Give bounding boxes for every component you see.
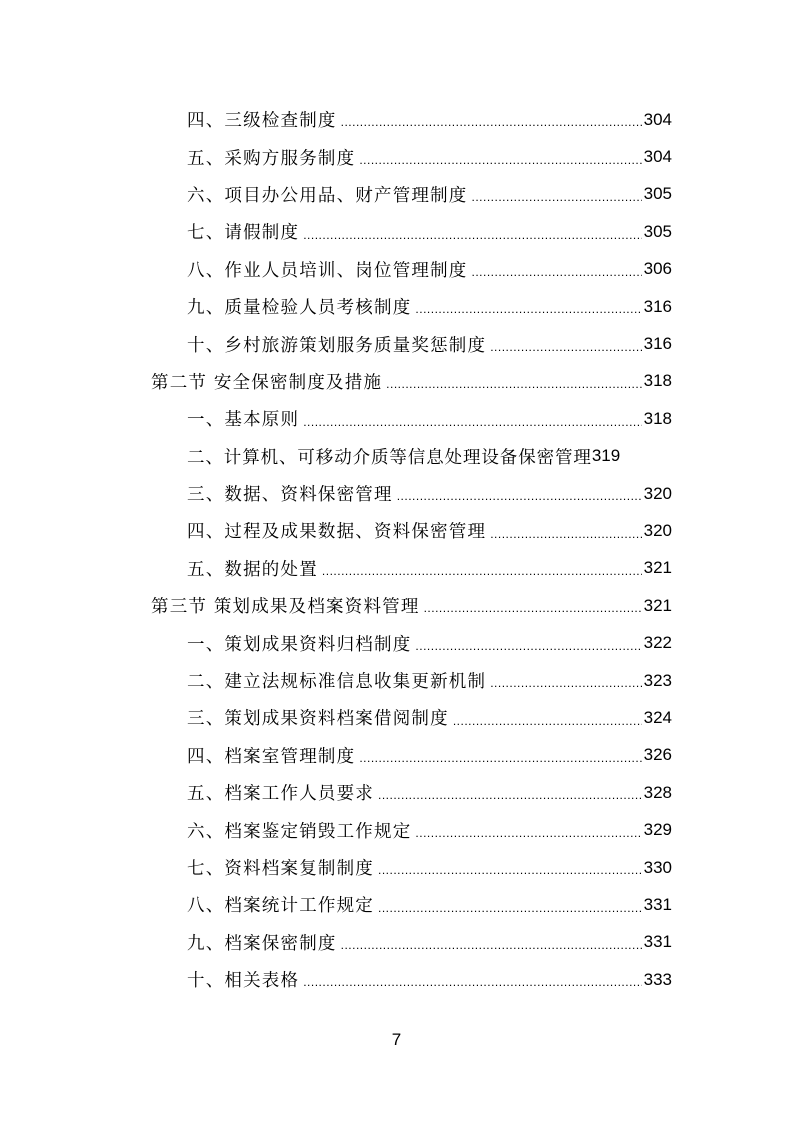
toc-entry-page: 321 [643,595,672,615]
toc-entry-page: 305 [643,184,672,204]
toc-entry[interactable] [0,438,793,475]
toc-entry[interactable] [0,288,793,325]
toc-dot-leader [378,788,642,811]
toc-entry-page: 316 [643,296,672,316]
toc-dot-leader [490,340,641,363]
toc-entry-page: 318 [643,371,672,391]
toc-entry-title: 十、乡村旅游策划服务质量奖惩制度 [187,335,487,356]
toc-entry-page: 329 [643,820,672,840]
toc-entry-title: 四、过程及成果数据、资料保密管理 [187,522,487,543]
toc-entry-page: 324 [643,707,672,727]
toc-entry-title: 五、档案工作人员要求 [187,784,374,805]
toc-entry[interactable] [0,475,793,512]
toc-entry-page: 304 [643,147,672,167]
toc-entry[interactable] [0,737,793,774]
toc-dot-leader [359,153,641,176]
toc-dot-leader [397,489,642,512]
toc-entry-title: 三、策划成果资料档案借阅制度 [187,709,449,730]
toc-entry-title: 六、项目办公用品、财产管理制度 [187,185,468,206]
toc-dot-leader [341,938,642,961]
toc-entry-page: 321 [643,558,672,578]
toc-entry[interactable] [0,624,793,661]
toc-entry-page: 320 [643,483,672,503]
toc-entry-page: 320 [643,520,672,540]
toc-entry-title: 七、资料档案复制制度 [187,859,374,879]
toc-entry-title: 二、建立法规标准信息收集更新机制 [187,672,487,693]
toc-entry[interactable] [0,811,793,848]
toc-dot-leader [415,826,641,849]
toc-dot-leader [322,564,642,587]
toc-dot-leader [472,190,642,213]
toc-entry[interactable] [0,961,793,998]
toc-entry-title: 二、计算机、可移动介质等信息处理设备保密管理 [187,447,592,468]
toc-entry[interactable] [0,512,793,549]
toc-entry-title: 第三节 策划成果及档案资料管理 [151,597,420,618]
toc-dot-leader [303,415,641,438]
toc-entry-title: 九、质量检验人员考核制度 [187,298,412,319]
toc-entry-title: 一、策划成果资料归档制度 [187,634,412,655]
toc-entry[interactable] [0,400,793,437]
toc-entry-page: 318 [643,408,672,428]
toc-dot-leader [303,228,641,251]
toc-entry[interactable] [0,662,793,699]
toc-dot-leader [424,601,642,624]
toc-section-entry[interactable] [0,587,793,624]
toc-entry-title: 六、档案鉴定销毁工作规定 [187,821,412,842]
toc-entry[interactable] [0,138,793,175]
toc-entry-page: 326 [643,745,672,765]
toc-entry-title: 八、档案统计工作规定 [187,896,374,917]
toc-entry[interactable] [0,550,793,587]
toc-entry-title: 十、相关表格 [187,971,300,992]
toc-entry-page: 304 [643,109,672,129]
toc-entry-page: 319 [591,446,621,466]
toc-dot-leader [303,975,641,998]
toc-entry[interactable] [0,924,793,961]
toc-entry-page: 331 [643,894,672,914]
toc-dot-leader [472,265,642,288]
toc-entry[interactable] [0,325,793,362]
toc-entry-title: 五、数据的处置 [187,559,318,580]
toc-entry-page: 306 [643,259,672,279]
toc-entry-page: 322 [643,633,672,653]
toc-entry-title: 三、数据、资料保密管理 [187,485,393,506]
toc-dot-leader [453,714,642,737]
toc-dot-leader [415,639,641,662]
toc-entry-page: 316 [643,334,672,354]
toc-entry-title: 八、作业人员培训、岗位管理制度 [187,260,468,281]
toc-dot-leader [490,527,641,550]
toc-entry-page: 323 [643,670,672,690]
toc-entry-title: 七、请假制度 [187,223,300,244]
toc-entry-page: 331 [643,932,672,952]
toc-section-entry[interactable] [0,363,793,400]
toc-dot-leader [378,901,642,924]
toc-entry[interactable] [0,886,793,923]
toc-entry[interactable] [0,213,793,250]
page-number: 7 [391,1030,402,1049]
toc-entry[interactable] [0,101,793,138]
toc-entry-title: 四、三级检查制度 [187,111,337,132]
toc-dot-leader [341,115,642,138]
toc-entry-page: 333 [643,969,672,989]
toc-entry[interactable] [0,251,793,288]
toc-entry-title: 九、档案保密制度 [187,933,337,954]
toc-dot-leader [386,377,641,400]
toc-entry-title: 四、档案室管理制度 [187,746,356,767]
toc-dot-leader [359,751,641,774]
toc-dot-leader [415,302,641,325]
toc-dot-leader [378,863,642,886]
toc-entry[interactable] [0,176,793,213]
toc-entry-title: 一、基本原则 [187,410,300,431]
toc-entry-page: 305 [643,221,672,241]
toc-entry-page: 328 [643,782,672,802]
toc-entry-title: 五、采购方服务制度 [187,148,356,169]
table-of-contents [0,101,793,998]
toc-entry[interactable] [0,699,793,736]
toc-entry-page: 330 [643,857,672,877]
toc-entry[interactable] [0,849,793,886]
toc-entry[interactable] [0,774,793,811]
toc-dot-leader [490,676,641,699]
toc-entry-title: 第二节 安全保密制度及措施 [151,372,383,393]
